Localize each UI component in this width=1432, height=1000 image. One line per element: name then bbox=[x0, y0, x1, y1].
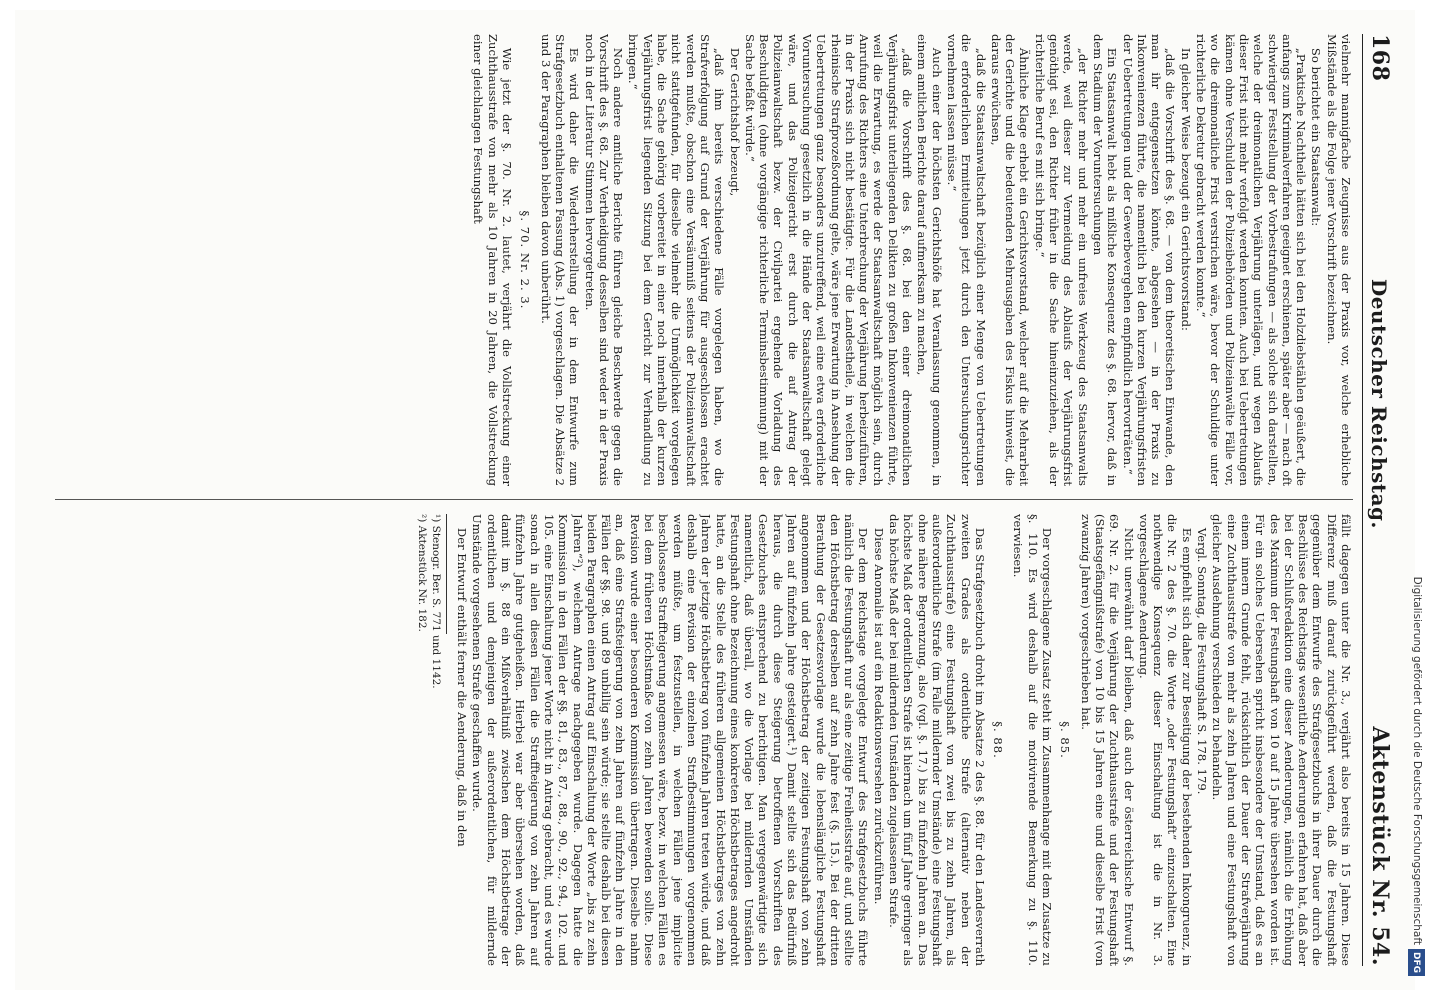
paragraph: fällt dagegen unter die Nr. 3., verjährt also bereits in 15 Jahren. Diese Differenz muß darauf zurückgeführt werden, daß die Festungshaft gegenüber dem Entwurfe des Strafgesetzbuchs in ihrer Dauer durch die Beschlüsse des Reichstags wesentliche Aenderungen erfahren hat, daß aber bei der Schlußredaktion eine dieser Aenderungen, nämlich die Erhöhung des Maximum der Festungshaft von 10 auf 15 Jahre übersehen worden ist. Für ein solches Uebersehen spricht insbesondere der Umstand, daß es an einem innern Grunde fehlt, rücksichtlich der Dauer der Strafverjährung eine Zuchthausstrafe von mehr als zehn Jahren und eine Festungshaft von gleicher Ausdehnung verschieden zu behandeln. bbox=[1210, 514, 1353, 966]
column-divider bbox=[55, 499, 1353, 500]
left-column bbox=[45, 34, 1353, 486]
document-page bbox=[15, 10, 1415, 990]
paragraph: Wie jetzt der §. 70. Nr. 2. lautet, verjährt die Vollstreckung einer Zuchthausstrafe von mehr als 10 Jahren in 20 Jahren, die Vollstreckung einer gleichlangen Festungshaft bbox=[471, 34, 515, 486]
paragraph: Noch andere amtliche Berichte führen gleiche Beschwerde gegen die Vorschrift des §. 68. Zur Vertheidigung desselben sind weder in der Praxis noch in der Literatur Stimmen hervorgetreten. bbox=[582, 34, 626, 486]
document-number: Aktenstück Nr. 54. bbox=[1367, 726, 1393, 966]
quote-paragraph: „daß die Staatsanwaltschaft bezüglich einer Menge von Uebertretungen die erforderlichen Ermittelungen jetzt durch den Untersuchungsrichter vornehmen lassen müsse.“ bbox=[944, 34, 988, 486]
paragraph: Der Entwurf enthält ferner die Aenderung, daß in den bbox=[455, 527, 470, 847]
section-heading: §. 85. bbox=[1058, 721, 1073, 759]
quote-paragraph: „der Richter mehr und mehr ein unfreies Werkzeug des Staatsanwalts werde, weil dieser zur Vermeidung des Ablaufs der Verjährungsfrist genöthigt sei, den Richter früher in die Sache hineinzuziehen, als der richterliche Beruf es mit sich bringe.“ bbox=[1032, 34, 1090, 486]
dfg-logo: DFG bbox=[1408, 949, 1425, 976]
section-title: Deutscher Reichstag. bbox=[1367, 278, 1391, 529]
footnotes bbox=[415, 514, 442, 966]
paragraph: Auch einer der höchsten Gerichtshöfe hat Veranlassung genommen, in einem amtlichen Berichte darauf aufmerksam zu machen, bbox=[915, 34, 944, 486]
footnote-rule bbox=[446, 514, 447, 634]
footnote: ¹) Stenogr. Ber. S. 771 und 1142. bbox=[429, 514, 442, 689]
paragraph: Der dem Reichstage vorgelegte Entwurf des Strafgesetzbuchs führte nämlich die Festungshaft nur als eine zeitige Freiheitsstrafe auf, und stellte den Höchstbetrag derselben auf zehn Jahre fest (§. 15.). Bei der dritten Berathung der Gesetzesvorlage wurde die lebenslängliche Festungshaft angenommen und der Höchstbetrag der zeitigen Festungshaft von zehn Jahren auf fünfzehn Jahre gesteigert.¹) Damit stellte sich das Bedürfniß heraus, die durch diese Steigerung betroffenen Vorschriften des Gesetzbuches entsprechend zu berichtigen. Man vergegenwärtigte sich namentlich, daß überall, wo die Vorlage bei mildernden Umständen Festungshaft ohne Bezeichnung eines konkreten Höchstbetrages angedroht hatte, an die Stelle des früheren allgemeinen Höchstbetrages von zehn Jahren der jetzige Höchstbetrag von fünfzehn Jahren treten würde, und daß deshalb eine Revision der einzelnen Strafbestimmungen vorgenommen werden müßte, um festzustellen, in welchen Fällen jene implicite beschlossene Straffteigerung angemessen wäre, bezw. in welchen Fällen es bei dem früheren Höchstmaße von zehn Jahren bewenden sollte. Diese Revision wurde einer besonderen Kommission übertragen. Dieselbe nahm an, daß eine Strafsteigerung von zehn Jahren auf fünfzehn Jahre in den Fällen der §§. 98. und 89 unbillig sein würde; sie stellte deshalb bei diesen beiden Paragraphen einen Antrag auf Einschaltung der Worte „bis zu zehn Jahren“²), welchem Antrage nachgegeben wurde. Dagegen hatte die Kommission in den Fällen der §§. 81., 83., 87., 88., 90., 92., 94., 102. und 105. eine Einschaltung jener Worte nicht in Antrag gebracht, und es wurde sonach in allen diesen Fällen die Straffteigerung von zehn Jahren auf fünfzehn Jahre gutgeheißen. Hierbei war aber übersehen worden, daß damit im §. 88 ein Mißverhältniß zwischen dem Höchstbetrage der ordentlichen und demjenigen der außerordentlichen, für mildernde Umstände vorgesehenen Strafe geschaffen wurde. bbox=[470, 514, 871, 966]
right-column bbox=[45, 514, 1353, 966]
paragraph: Diese Anomalie ist auf ein Redaktionsversehen zurückzuführen. bbox=[871, 527, 886, 905]
quote-paragraph: „Praktische Nachtheile hätten sich bei den Holzdiebstählen geäußert, die anfangs zum Kriminalverfahren geeignet erschienen, später aber — nach oft schwieriger Feststellung der Vorbestrafungen — als solche sich darstellten, welche der dreimonatlichen Verjährung unterlägen, und wegen Ablaufs dieser Frist nicht mehr verfolgt werden konnten. Auch bei Uebertretungen kämen ohne Verschulden der Polizeibehörden und Polizeianwälte Fälle vor, wo die dreimonatliche Frist verstrichen wäre, bevor der Schuldige unter richterliche Dekretur gebracht werden konnte.“ bbox=[1194, 34, 1309, 486]
quote-paragraph: „daß die Vorschrift des §. 68. — von dem theoretischen Einwande, den man ihr entgegensetzen könnte, abgesehen — in der Praxis zu Inkonvenienzen führte, die namentlich bei den kurzen Verjährungsfristen der Uebertretungen und der Gewerbevergehen empfindlich hervorträten.“ bbox=[1120, 34, 1178, 486]
page-header bbox=[1362, 34, 1401, 966]
credit-text: Digitalisierung gefördert durch die Deutsche Forschungsgemeinschaft bbox=[1411, 576, 1423, 945]
paragraph: Es empfiehlt sich daher zur Beseitigung der bestehenden Inkongruenz, in die Nr. 2 des §. 70. die Worte „oder Festungshaft“ einzuschalten. Eine nothwendige Konsequenz dieser Einschaltung ist die in Nr. 3. vorgeschlagene Aenderung. bbox=[1136, 514, 1194, 966]
paragraph: Der Gerichtshof bezeugt, bbox=[727, 47, 742, 197]
digitisation-credit bbox=[1408, 16, 1430, 976]
page-number: 168 bbox=[1367, 34, 1393, 82]
paragraph: Ein Staatsanwalt hebt als mißliche Konsequenz des §. 68. hervor, daß in dem Stadium der Voruntersuchungen bbox=[1090, 34, 1120, 486]
paragraph: Es wird daher die Wiederherstellung der in dem Entwurfe zum Strafgesetzbuch enthaltenen Fassung (Abs. 1) vorgeschlagen. Die Absätze 2 und 3 der Paragraphen bleiben davon unberührt. bbox=[538, 34, 582, 486]
paragraph: Nicht unerwähnt darf bleiben, daß auch der österreichische Entwurf §. 69. Nr. 2. für die Verjährung der Zuchthausstrafe und der Festungshaft (Staatsgefängnißstrafe) von 10 bis 15 Jahren eine und dieselbe Frist (von zwanzig Jahren) vorgeschrieben hat. bbox=[1078, 514, 1136, 966]
footnote: ²) Aktenstück Nr. 182. bbox=[415, 514, 428, 632]
quote-paragraph: „daß die Vorschrift des §. 68. bei den einer dreimonatlichen Verjährungsfrist unterliegenden Delikten zu großen Inkonvenienzen führte, weil die Erwartung, es werde der Staatsanwaltschaft möglich sein, durch Anrufung des Richters eine Unterbrechung der Verjährung herbeizuführen, in der Praxis sich nicht bestätigte. Für die Landestheile, in welchen die rheinische Strafprozeßordnung gelte, wäre jene Erwartung in Ansehung der Uebertretungen ganz besonders unzutreffend, weil eine etwa erforderliche Voruntersuchung gesetzlich in die Hände der Staatsanwaltschaft gelegt wäre, und das Polizeigericht erst durch die auf Antrag der Polizeianwaltschaft bezw. der Civilpartei ergehende Vorladung des Beschuldigten (ohne vorgängige richterliche Terminsbestimmung) mit der Sache befaßt würde.“ bbox=[742, 34, 915, 486]
paragraph: Der vorgeschlagene Zusatz steht im Zusammenhange mit dem Zusatze zu §. 110. Es wird deshalb auf die motivirende Bemerkung zu §. 110. verwiesen. bbox=[1011, 514, 1055, 966]
section-heading: §. 70. Nr. 2. 3. bbox=[518, 210, 533, 310]
reference-line: Vergl. Sonntag, die Festungshaft S. 178. 179. bbox=[1195, 527, 1210, 795]
paragraph: Das Strafgesetzbuch droht im Absatze 2 des §. 88. für den Landesverrath zweiten Grades als ordentliche Strafe (alternativ neben der Zuchthausstrafe) eine Festungshaft von zwei bis zu zehn Jahren, als außerordentliche Strafe (im Falle mildernder Umstände) eine Festungshaft ohne nähere Begrenzung, also (vgl. §. 17.) bis zu fünfzehn Jahren an. Das höchste Maß der ordentlichen Strafe ist hiernach um fünf Jahre geringer als das höchste Maß der bei mildernden Umständen zugelassenen Strafe. bbox=[887, 514, 987, 966]
section-heading: §. 88. bbox=[991, 721, 1006, 759]
paragraph: Ähnliche Klage erhebt ein Gerichtsvorstand, welcher auf die Mehrarbeit der Gerichte und die bedeutenden Mehrausgaben des Fiskus hinweist, die daraus erwüchsen, bbox=[988, 34, 1032, 486]
paragraph: vielmehr mannigfache Zeugnisse aus der Praxis vor, welche erhebliche Mißstände als die Folge jener Vorschrift bezeichnen. bbox=[1324, 34, 1353, 486]
quote-paragraph: „daß ihm bereits verschiedene Fälle vorgelegen haben, wo die Strafverfolgung auf Grund der Verjährung für ausgeschlossen erachtet werden mußte, obschon eine Versäumniß seitens der Polizeianwaltschaft nicht stattgefunden, für dieselbe vielmehr die Unmöglichkeit vorgelegen habe, die Sache gehörig vorbereitet in einer noch innerhalb der kurzen Verjährungsfrist liegenden Sitzung bei dem Gericht zur Verhandlung zu bringen.“ bbox=[626, 34, 727, 486]
paragraph: In gleicher Weise bezeugt ein Gerichtsvorstand: bbox=[1178, 47, 1193, 331]
paragraph: So berichtet ein Staatsanwalt: bbox=[1309, 47, 1324, 227]
